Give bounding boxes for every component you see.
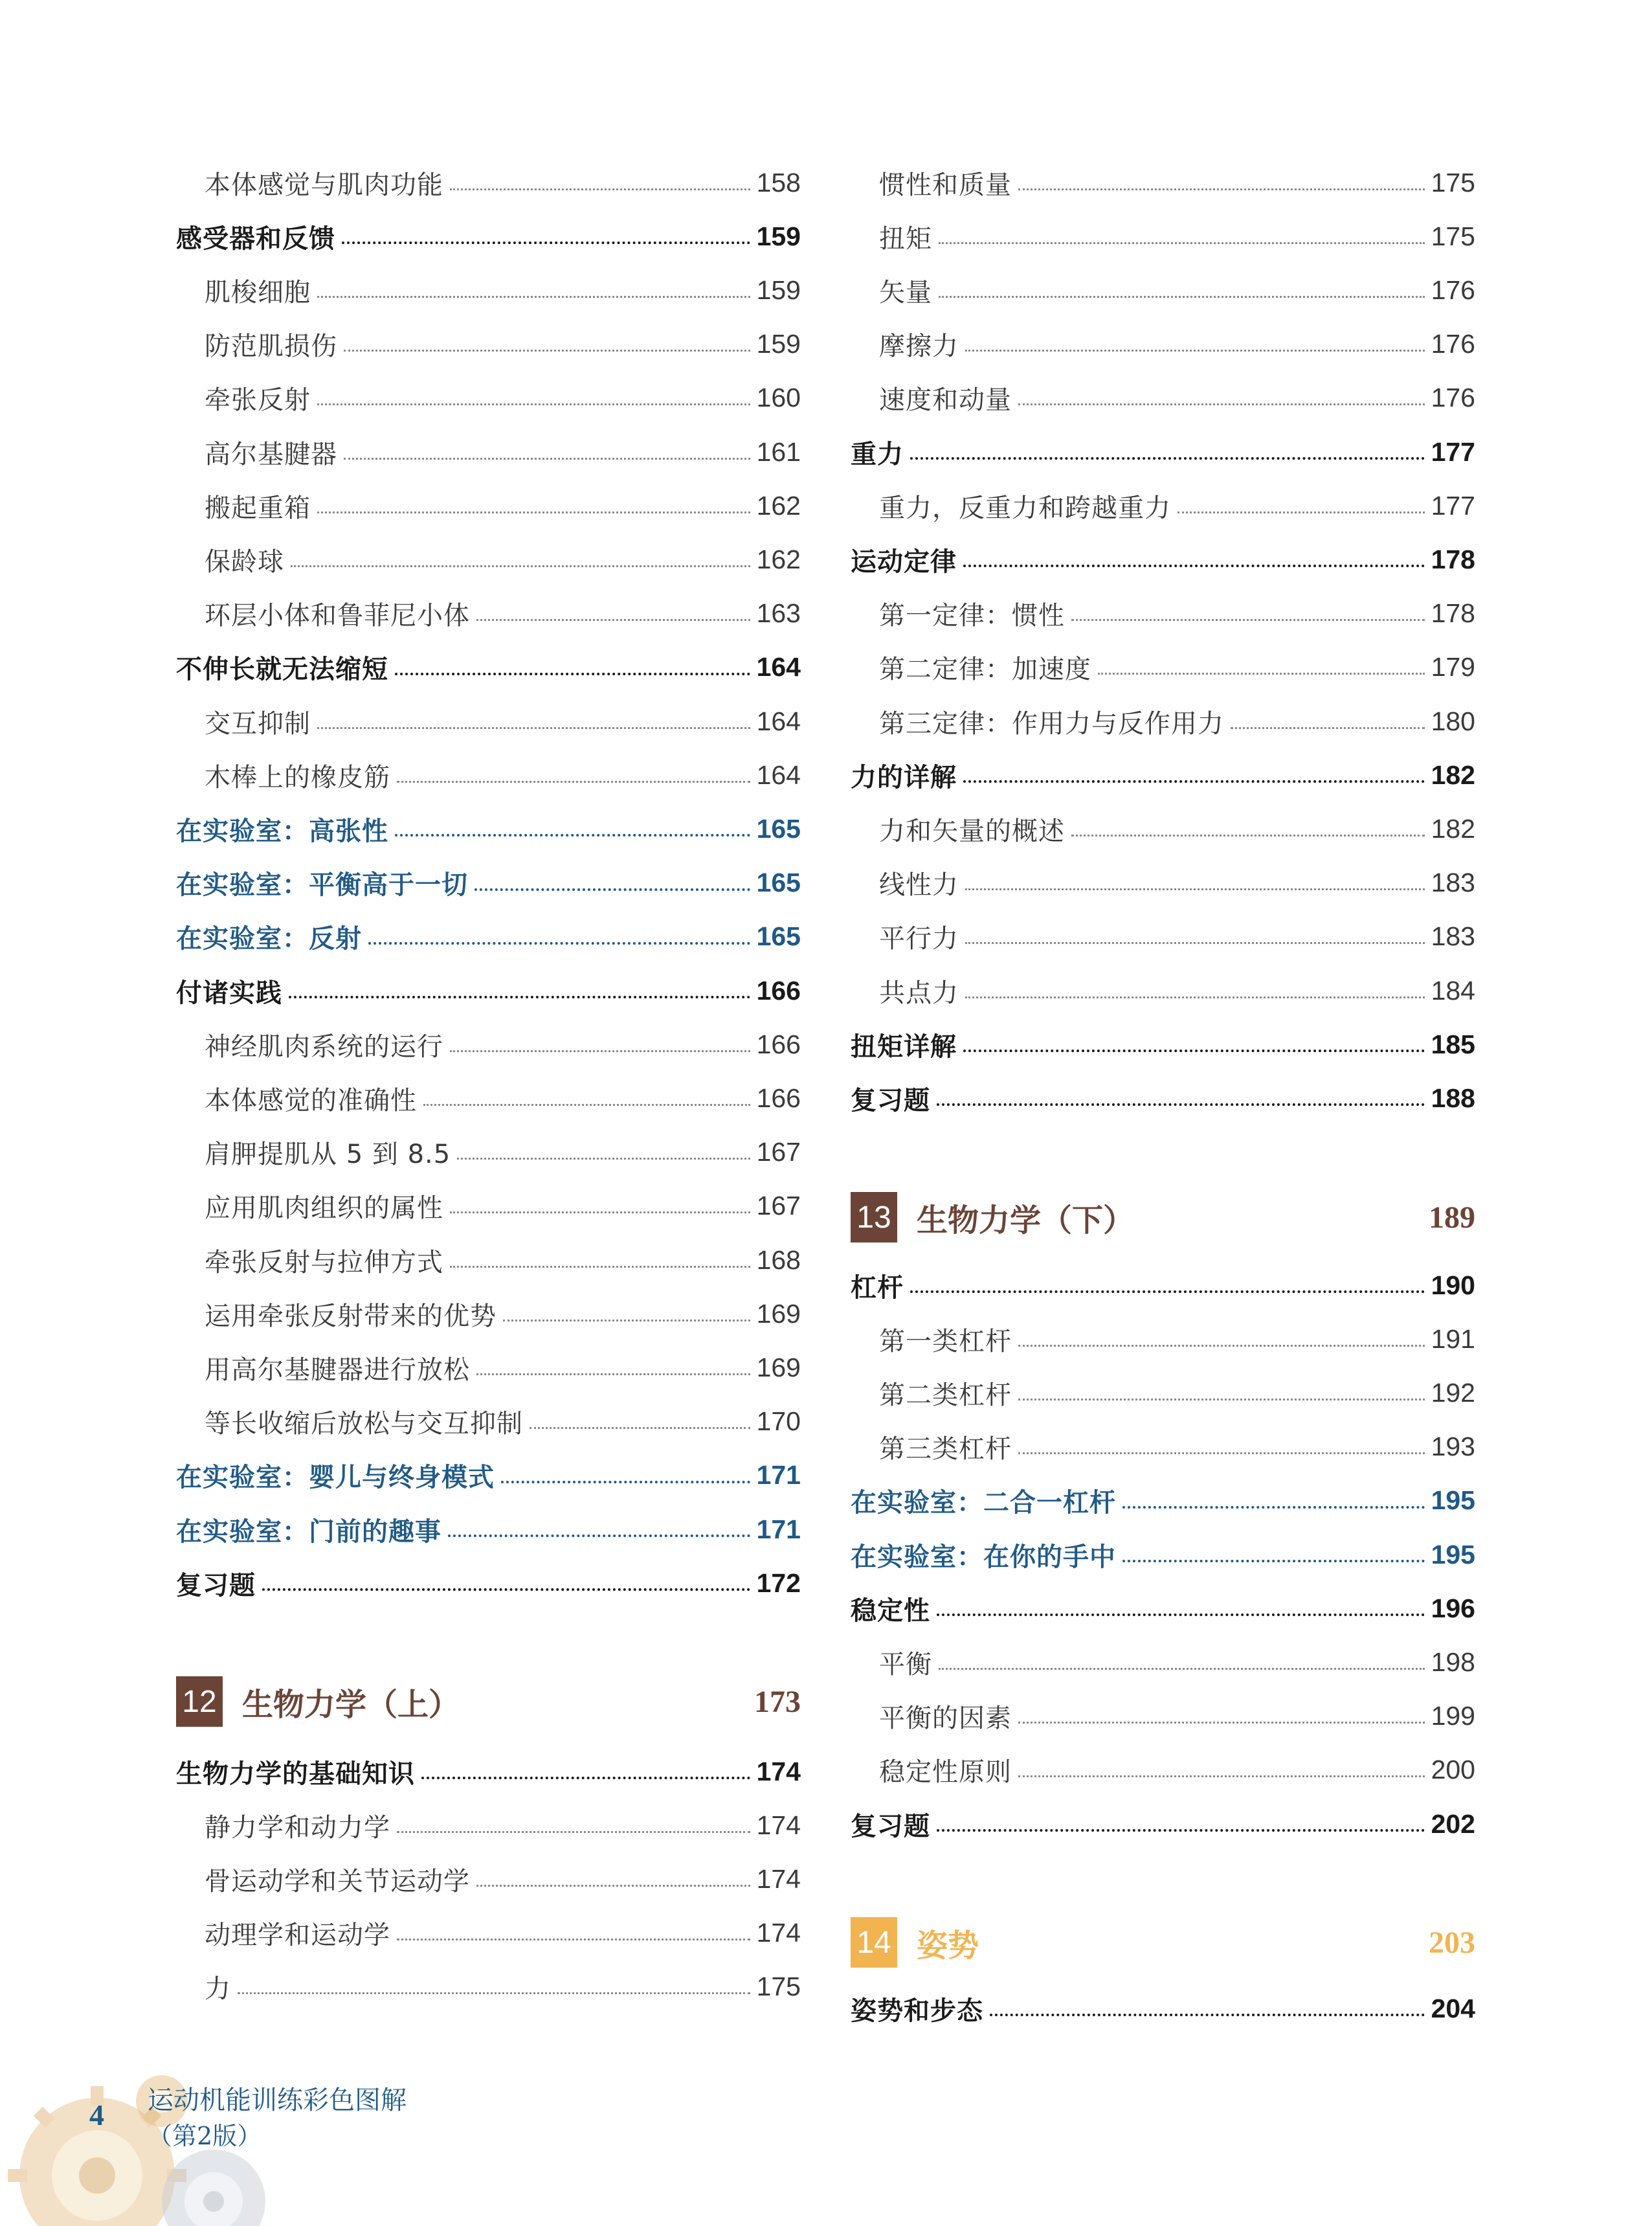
dot-leader <box>939 242 1425 244</box>
toc-entry-label: 姿势和步态 <box>851 1996 983 2026</box>
toc-entry-page-number: 174 <box>756 1918 801 1948</box>
dot-leader <box>368 942 750 945</box>
toc-entry-label: 骨运动学和关节运动学 <box>205 1866 470 1896</box>
toc-entry-label: 摩擦力 <box>879 332 959 362</box>
toc-entry-page-number: 190 <box>1431 1270 1475 1300</box>
toc-section-entry[interactable] <box>176 640 801 695</box>
toc-subsection-entry[interactable] <box>851 155 1475 210</box>
toc-entry-page-number: 171 <box>756 1514 801 1544</box>
toc-entry-label: 在实验室：平衡高于一切 <box>176 870 468 901</box>
toc-entry-label: 第三定律：作用力与反作用力 <box>879 708 1224 739</box>
toc-entry-page-number: 164 <box>756 706 801 736</box>
dot-leader <box>476 1373 750 1375</box>
toc-entry-page-number: 162 <box>756 490 801 521</box>
toc-subsection-entry[interactable] <box>176 694 801 748</box>
toc-entry-page-number: 174 <box>756 1863 801 1894</box>
chapter-page-number: 203 <box>1429 1925 1475 1960</box>
toc-entry-label: 稳定性原则 <box>879 1757 1012 1788</box>
dot-leader <box>317 296 750 298</box>
dot-leader <box>474 888 750 891</box>
toc-subsection-entry[interactable] <box>851 1312 1475 1366</box>
toc-section-entry[interactable] <box>851 1797 1475 1851</box>
toc-entry-page-number: 193 <box>1431 1432 1475 1462</box>
toc-entry-page-number: 163 <box>756 598 801 629</box>
toc-entry-page-number: 195 <box>1431 1539 1475 1569</box>
dot-leader <box>476 1885 750 1887</box>
dot-leader <box>395 673 750 675</box>
dot-leader <box>1231 727 1425 729</box>
toc-subsection-entry[interactable] <box>176 478 801 533</box>
toc-entry-label: 付诸实践 <box>176 978 282 1008</box>
toc-entry-page-number: 177 <box>1431 436 1475 467</box>
toc-entry-page-number: 172 <box>756 1568 801 1598</box>
toc-entry-page-number: 167 <box>756 1137 801 1167</box>
toc-subsection-entry[interactable] <box>176 371 801 425</box>
toc-section-entry[interactable] <box>851 1258 1475 1312</box>
toc-entry-page-number: 195 <box>1431 1485 1475 1516</box>
toc-entry-label: 肌梭细胞 <box>205 277 311 308</box>
chapter-heading[interactable] <box>851 1191 1475 1243</box>
toc-entry-label: 用高尔基腱器进行放松 <box>205 1355 470 1385</box>
toc-entry-page-number: 159 <box>756 275 801 305</box>
toc-entry-page-number: 158 <box>756 167 801 197</box>
toc-subsection-entry[interactable] <box>851 263 1475 317</box>
toc-entry-page-number: 165 <box>756 813 801 844</box>
toc-subsection-entry[interactable] <box>851 478 1475 533</box>
toc-entry-label: 保龄球 <box>205 546 284 577</box>
dot-leader <box>317 512 750 513</box>
dot-leader <box>1018 1345 1425 1347</box>
chapter-number-badge: 14 <box>851 1917 897 1968</box>
toc-entry-label: 杠杆 <box>851 1272 904 1303</box>
dot-leader <box>289 996 750 998</box>
toc-entry-page-number: 164 <box>756 759 801 790</box>
toc-entry-page-number: 182 <box>1431 759 1475 790</box>
toc-entry-label: 不伸长就无法缩短 <box>176 655 388 685</box>
dot-leader <box>448 1535 750 1537</box>
toc-entry-page-number: 159 <box>756 329 801 359</box>
toc-entry-page-number: 199 <box>1431 1701 1475 1731</box>
toc-entry-label: 力的详解 <box>851 762 957 793</box>
toc-subsection-entry[interactable] <box>176 1125 801 1180</box>
dot-leader <box>1178 512 1425 513</box>
dot-leader <box>476 619 750 621</box>
chapter-page-number: 173 <box>754 1684 801 1719</box>
toc-subsection-entry[interactable] <box>176 1017 801 1072</box>
dot-leader <box>457 1158 750 1160</box>
toc-entry-page-number: 159 <box>756 221 801 251</box>
toc-entry-page-number: 160 <box>756 383 801 413</box>
dot-leader <box>990 2014 1425 2016</box>
dot-leader <box>937 1103 1425 1106</box>
toc-entry-page-number: 174 <box>756 1810 801 1840</box>
toc-entry-label: 在实验室：反射 <box>176 924 362 954</box>
toc-entry-page-number: 179 <box>1431 652 1475 682</box>
dot-leader <box>963 1050 1425 1052</box>
toc-entry-label: 重力，反重力和跨越重力 <box>879 493 1171 523</box>
toc-entry-page-number: 180 <box>1431 706 1475 736</box>
dot-leader <box>262 1588 750 1591</box>
dot-leader <box>317 727 750 729</box>
dot-leader <box>421 1777 750 1779</box>
toc-entry-label: 线性力 <box>879 870 959 901</box>
toc-section-entry[interactable] <box>176 963 801 1018</box>
toc-entry-label: 神经肌肉系统的运行 <box>205 1031 443 1062</box>
toc-entry-page-number: 177 <box>1431 490 1475 521</box>
toc-subsection-entry[interactable] <box>851 1420 1475 1474</box>
toc-entry-label: 在实验室：婴儿与终身模式 <box>176 1463 495 1493</box>
dot-leader <box>963 565 1425 567</box>
dot-leader <box>291 565 750 567</box>
toc-entry-page-number: 200 <box>1431 1755 1475 1785</box>
chapter-number-badge: 12 <box>176 1676 223 1727</box>
toc-entry-label: 平行力 <box>879 924 959 954</box>
toc-subsection-entry[interactable] <box>176 1340 801 1395</box>
toc-entry-page-number: 183 <box>1431 868 1475 898</box>
toc-section-entry[interactable] <box>851 1017 1475 1072</box>
toc-subsection-entry[interactable] <box>851 1366 1475 1420</box>
dot-leader <box>397 1939 750 1940</box>
dot-leader <box>317 403 750 405</box>
dot-leader <box>395 834 750 837</box>
toc-entry-page-number: 165 <box>756 921 801 952</box>
toc-section-entry[interactable] <box>851 748 1475 802</box>
toc-entry-label: 第一定律：惯性 <box>879 601 1065 631</box>
dot-leader <box>344 458 750 460</box>
toc-subsection-entry[interactable] <box>851 587 1475 641</box>
toc-entry-page-number: 188 <box>1431 1083 1475 1113</box>
toc-entry-label: 动理学和运动学 <box>205 1920 390 1951</box>
toc-entry-page-number: 192 <box>1431 1377 1475 1408</box>
dot-leader <box>1122 1560 1425 1562</box>
toc-entry-label: 运动定律 <box>851 546 957 577</box>
toc-entry-page-number: 164 <box>756 652 801 682</box>
toc-subsection-entry[interactable] <box>851 640 1475 695</box>
dot-leader <box>939 1668 1425 1670</box>
toc-subsection-entry[interactable] <box>176 1798 801 1852</box>
dot-leader <box>450 1050 750 1052</box>
dot-leader <box>937 1829 1425 1832</box>
dot-leader <box>450 1266 750 1268</box>
toc-entry-label: 第二类杠杆 <box>879 1380 1012 1410</box>
toc-entry-label: 本体感觉的准确性 <box>205 1085 417 1116</box>
chapter-number-badge: 13 <box>851 1192 897 1242</box>
toc-subsection-entry[interactable] <box>851 856 1475 910</box>
toc-entry-label: 复习题 <box>851 1085 930 1116</box>
toc-subsection-entry[interactable] <box>851 963 1475 1018</box>
toc-entry-label: 力和矢量的概述 <box>879 816 1065 846</box>
toc-entry-label: 牵张反射与拉伸方式 <box>205 1247 443 1277</box>
toc-lab-entry[interactable] <box>176 1448 801 1503</box>
toc-entry-label: 在实验室：二合一杠杆 <box>851 1488 1116 1518</box>
toc-entry-label: 运用牵张反射带来的优势 <box>205 1301 497 1331</box>
toc-entry-label: 平衡 <box>879 1649 932 1680</box>
toc-entry-label: 在实验室：门前的趣事 <box>176 1516 441 1547</box>
toc-entry-page-number: 196 <box>1431 1593 1475 1623</box>
toc-entry-page-number: 168 <box>756 1244 801 1275</box>
toc-entry-label: 肩胛提肌从 5 到 8.5 <box>205 1140 451 1170</box>
toc-entry-label: 第一类杠杆 <box>879 1326 1012 1356</box>
toc-entry-page-number: 176 <box>1431 329 1475 359</box>
toc-subsection-entry[interactable] <box>176 1179 801 1233</box>
toc-subsection-entry[interactable] <box>851 209 1475 264</box>
toc-subsection-entry[interactable] <box>851 1689 1475 1744</box>
book-title: 运动机能训练彩色图解 <box>148 2085 407 2115</box>
page-footer <box>0 2040 518 2226</box>
dot-leader <box>530 1427 750 1429</box>
dot-leader <box>1018 1722 1425 1724</box>
dot-leader <box>1098 673 1425 675</box>
toc-entry-label: 第二定律：加速度 <box>879 655 1091 685</box>
toc-entry-page-number: 166 <box>756 1083 801 1113</box>
toc-subsection-entry[interactable] <box>176 532 801 587</box>
dot-leader <box>397 1831 750 1833</box>
toc-entry-page-number: 161 <box>756 436 801 467</box>
dot-leader <box>450 188 750 190</box>
toc-lab-entry[interactable] <box>176 802 801 856</box>
toc-subsection-entry[interactable] <box>176 1395 801 1449</box>
dot-leader <box>501 1481 750 1483</box>
toc-entry-label: 应用肌肉组织的属性 <box>205 1193 443 1224</box>
toc-entry-page-number: 202 <box>1431 1808 1475 1839</box>
toc-subsection-entry[interactable] <box>176 317 801 372</box>
toc-entry-label: 第三类杠杆 <box>879 1434 1012 1465</box>
dot-leader <box>1018 1452 1425 1454</box>
dot-leader <box>1071 835 1425 837</box>
toc-entry-page-number: 169 <box>756 1352 801 1382</box>
dot-leader <box>397 781 750 783</box>
toc-entry-label: 共点力 <box>879 978 959 1008</box>
toc-entry-label: 扭矩详解 <box>851 1031 957 1062</box>
book-edition: （第2版） <box>148 2122 262 2150</box>
toc-entry-page-number: 191 <box>1431 1323 1475 1354</box>
dot-leader <box>965 942 1425 944</box>
toc-entry-label: 本体感觉与肌肉功能 <box>205 170 443 200</box>
dot-leader <box>1018 1399 1425 1400</box>
dot-leader <box>1018 188 1425 190</box>
toc-entry-label: 速度和动量 <box>879 385 1012 416</box>
toc-subsection-entry[interactable] <box>176 1287 801 1341</box>
chapter-title: 生物力学（下） <box>917 1202 1135 1239</box>
dot-leader <box>939 296 1425 298</box>
toc-entry-page-number: 166 <box>756 975 801 1006</box>
toc-entry-page-number: 167 <box>756 1191 801 1221</box>
toc-entry-page-number: 185 <box>1431 1029 1475 1059</box>
dot-leader <box>937 1613 1425 1616</box>
toc-entry-page-number: 166 <box>756 1029 801 1059</box>
toc-entry-label: 感受器和反馈 <box>176 223 335 254</box>
dot-leader <box>1018 1775 1425 1777</box>
chapter-page-number: 189 <box>1429 1200 1475 1235</box>
toc-entry-label: 在实验室：高张性 <box>176 816 388 846</box>
dot-leader <box>342 242 750 244</box>
toc-lab-entry[interactable] <box>851 1527 1475 1582</box>
toc-section-entry[interactable] <box>851 1981 1475 2036</box>
page-number: 4 <box>89 2098 104 2131</box>
toc-entry-label: 搬起重箱 <box>205 493 311 523</box>
toc-subsection-entry[interactable] <box>851 1743 1475 1797</box>
dot-leader <box>963 780 1425 783</box>
toc-subsection-entry[interactable] <box>176 1852 801 1906</box>
toc-entry-label: 交互抑制 <box>205 708 311 739</box>
toc-subsection-entry[interactable] <box>176 748 801 802</box>
toc-entry-page-number: 165 <box>756 868 801 898</box>
toc-lab-entry[interactable] <box>176 856 801 910</box>
toc-entry-page-number: 174 <box>756 1756 801 1786</box>
toc-section-entry[interactable] <box>176 1744 801 1799</box>
toc-entry-page-number: 176 <box>1431 383 1475 413</box>
toc-entry-page-number: 182 <box>1431 813 1475 844</box>
toc-entry-label: 生物力学的基础知识 <box>176 1759 415 1789</box>
toc-subsection-entry[interactable] <box>176 263 801 317</box>
toc-entry-page-number: 198 <box>1431 1647 1475 1677</box>
toc-lab-entry[interactable] <box>851 1474 1475 1528</box>
toc-entry-page-number: 175 <box>756 1972 801 2002</box>
toc-section-entry[interactable] <box>176 209 801 264</box>
toc-entry-label: 复习题 <box>851 1811 930 1841</box>
toc-entry-page-number: 175 <box>1431 221 1475 251</box>
toc-entry-label: 扭矩 <box>879 223 932 254</box>
toc-subsection-entry[interactable] <box>851 802 1475 856</box>
toc-entry-label: 在实验室：在你的手中 <box>851 1542 1116 1572</box>
toc-entry-page-number: 178 <box>1431 598 1475 629</box>
toc-entry-label: 高尔基腱器 <box>205 439 337 469</box>
toc-entry-page-number: 183 <box>1431 921 1475 952</box>
toc-entry-page-number: 184 <box>1431 975 1475 1006</box>
toc-section-entry[interactable] <box>851 1581 1475 1636</box>
toc-lab-entry[interactable] <box>176 1502 801 1557</box>
chapter-heading[interactable] <box>176 1676 801 1727</box>
dot-leader <box>910 457 1425 460</box>
dot-leader <box>344 350 750 352</box>
toc-entry-label: 惯性和质量 <box>879 170 1012 200</box>
toc-subsection-entry[interactable] <box>851 317 1475 372</box>
toc-entry-page-number: 178 <box>1431 544 1475 574</box>
toc-entry-label: 平衡的因素 <box>879 1703 1012 1734</box>
toc-entry-page-number: 169 <box>756 1298 801 1329</box>
toc-entry-page-number: 176 <box>1431 275 1475 305</box>
toc-entry-page-number: 175 <box>1431 167 1475 197</box>
dot-leader <box>450 1211 750 1213</box>
toc-entry-label: 力 <box>205 1974 231 2005</box>
toc-subsection-entry[interactable] <box>851 694 1475 748</box>
toc-subsection-entry[interactable] <box>176 1906 801 1961</box>
toc-entry-label: 环层小体和鲁菲尼小体 <box>205 601 470 631</box>
toc-subsection-entry[interactable] <box>851 371 1475 425</box>
toc-entry-label: 重力 <box>851 439 904 469</box>
toc-entry-page-number: 204 <box>1431 1993 1475 2023</box>
toc-subsection-entry[interactable] <box>176 587 801 641</box>
dot-leader <box>965 996 1425 998</box>
toc-entry-label: 防范肌损伤 <box>205 332 337 362</box>
toc-entry-label: 静力学和动力学 <box>205 1812 390 1843</box>
toc-entry-label: 矢量 <box>879 277 932 308</box>
toc-entry-page-number: 162 <box>756 544 801 574</box>
toc-entry-label: 复习题 <box>176 1570 256 1601</box>
toc-entry-label: 牵张反射 <box>205 385 311 416</box>
toc-section-entry[interactable] <box>851 532 1475 587</box>
toc-subsection-entry[interactable] <box>176 155 801 210</box>
dot-leader <box>965 350 1425 352</box>
dot-leader <box>238 1992 750 1994</box>
dot-leader <box>503 1320 750 1321</box>
dot-leader <box>423 1104 750 1106</box>
toc-entry-label: 木棒上的橡皮筋 <box>205 762 390 793</box>
dot-leader <box>965 888 1425 890</box>
toc-entry-page-number: 171 <box>756 1460 801 1490</box>
toc-subsection-entry[interactable] <box>176 1960 801 2014</box>
chapter-title: 姿势 <box>917 1927 979 1964</box>
dot-leader <box>1018 403 1425 405</box>
chapter-title: 生物力学（上） <box>242 1686 460 1723</box>
toc-lab-entry[interactable] <box>176 910 801 964</box>
toc-entry-label: 稳定性 <box>851 1595 930 1626</box>
toc-subsection-entry[interactable] <box>176 1233 801 1287</box>
toc-section-entry[interactable] <box>851 1071 1475 1125</box>
toc-section-entry[interactable] <box>851 425 1475 479</box>
dot-leader <box>1071 619 1425 621</box>
toc-subsection-entry[interactable] <box>176 425 801 479</box>
dot-leader <box>910 1290 1425 1293</box>
toc-subsection-entry[interactable] <box>176 1071 801 1125</box>
dot-leader <box>1122 1506 1425 1509</box>
toc-entry-page-number: 170 <box>756 1406 801 1437</box>
toc-subsection-entry[interactable] <box>851 910 1475 964</box>
chapter-heading[interactable] <box>851 1917 1475 1968</box>
toc-section-entry[interactable] <box>176 1556 801 1610</box>
toc-entry-label: 等长收缩后放松与交互抑制 <box>205 1409 523 1439</box>
toc-subsection-entry[interactable] <box>851 1635 1475 1689</box>
